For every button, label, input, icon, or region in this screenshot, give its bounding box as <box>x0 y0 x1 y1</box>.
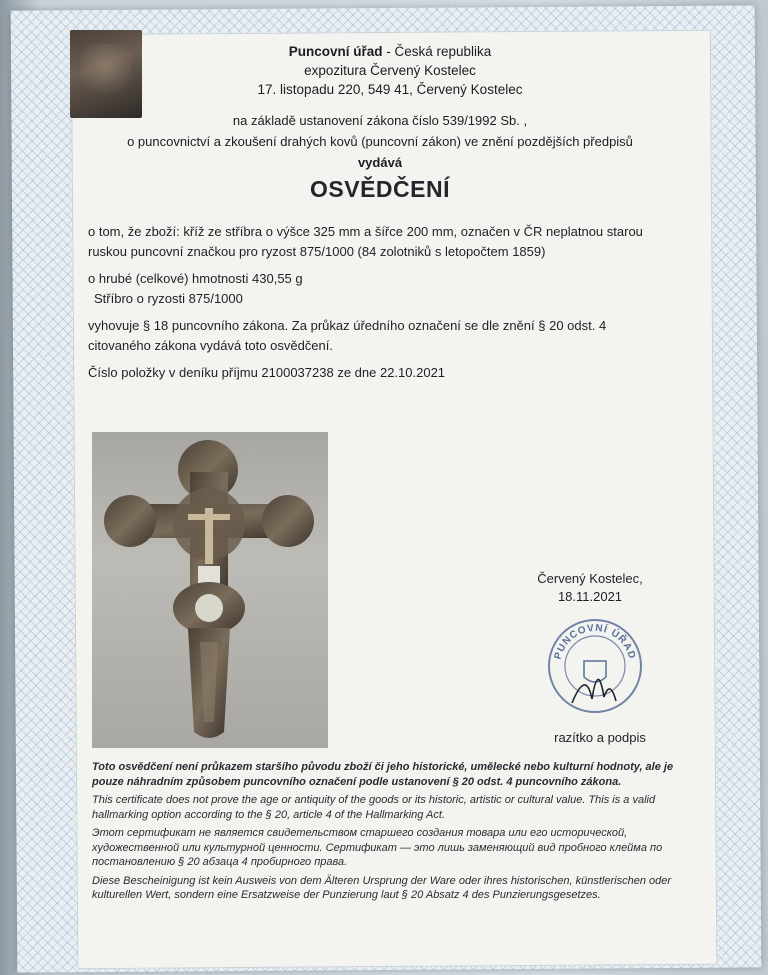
item-description-line-1: o tom, že zboží: kříž ze stříbra o výšce 325 mm a šířce 200 mm, označen v ČR neplatnou starou <box>88 224 643 239</box>
disclaimer-czech: Toto osvědčení není průkazem staršího původu zboží či jeho historické, umělecké nebo kulturní hodnoty, ale je pouze náhradním způsobem puncovního označení podle ustanovení § 20 odst. 4 puncovního zákona. <box>92 761 674 788</box>
legal-basis <box>70 110 690 173</box>
legal-line-1: na základě ustanovení zákona číslo 539/1992 Sb. , <box>232 113 528 128</box>
disclaimers <box>92 760 678 907</box>
official-stamp <box>546 617 644 715</box>
registry-number: Číslo položky v deníku příjmu 2100037238 ze dne 22.10.2021 <box>88 365 446 380</box>
item-weight <box>88 269 688 309</box>
legal-line-2: o puncovnictví a zkoušení drahých kovů (puncovní zákon) ve znění pozdějších předpisů <box>127 134 633 149</box>
certificate-title: OSVĚDČENÍ <box>310 176 450 202</box>
compliance-line-2: citovaného zákona vydává toto osvědčení. <box>88 338 333 353</box>
svg-text:PUNCOVNÍ ÚŘAD <box>553 622 638 660</box>
compliance-line-1: vyhovuje § 18 puncovního zákona. Za průkaz úředního označení se dle znění § 20 odst. 4 <box>88 318 607 333</box>
office-logo-emblem <box>70 30 142 118</box>
item-weight-line-1: o hrubé (celkové) hmotnosti 430,55 g <box>88 271 303 286</box>
cross-illustration <box>92 432 328 748</box>
signature-place-date <box>520 570 660 606</box>
handwritten-signature <box>572 679 616 703</box>
item-description <box>88 222 688 262</box>
item-fineness: Stříbro o ryzosti 875/1000 <box>94 291 243 306</box>
cross-photo <box>92 432 328 748</box>
office-country: - Česká republika <box>382 44 492 59</box>
stamp-caption: razítko a podpis <box>554 730 646 745</box>
office-address: 17. listopadu 220, 549 41, Červený Kostelec <box>257 82 523 97</box>
office-name: Puncovní úřad <box>288 44 383 59</box>
office-branch: expozitura Červený Kostelec <box>304 63 476 78</box>
signature-place: Červený Kostelec, <box>537 571 643 586</box>
compliance-statement <box>88 316 688 356</box>
disclaimer-english: This certificate does not prove the age or antiquity of the goods or its historic, artistic or cultural value. This is a valid hallmarking option according to the § 20, article 4 of the Hallmarking Act. <box>92 794 656 821</box>
certificate-header <box>150 42 630 99</box>
signature-date: 18.11.2021 <box>557 589 623 604</box>
disclaimer-german: Diese Bescheinigung ist kein Ausweis von dem Älteren Ursprung der Ware oder ihres historischen, künstlerischen oder kulturellen Wert, sondern eine Ersatzweise der Punzierung laut § 20 Absatz 4 des Punzierungsgesetzes. <box>92 874 672 901</box>
item-description-line-2: ruskou puncovní značkou pro ryzost 875/1000 (84 zolotniků s letopočtem 1859) <box>88 244 546 259</box>
certificate-body <box>88 222 688 390</box>
stamp-text: PUNCOVNÍ ÚŘAD <box>552 622 638 661</box>
issues-label: vydává <box>357 155 403 170</box>
disclaimer-russian: Этот сертификат не является свидетельством старшего создания товара или его исторической, художественной или культурной ценности. Сертификат — это лишь заменяющий вид пробного клейма по постановлению § 20 абзаца 4 пробирного права. <box>92 827 663 868</box>
